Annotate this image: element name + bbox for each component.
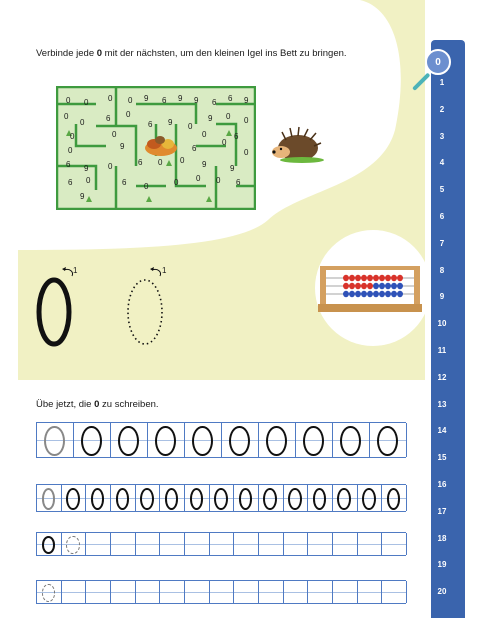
writing-cell-border [258,581,259,603]
writing-cell-border [283,485,284,511]
zero-tracing-oval [266,426,286,456]
writing-cell-border [406,533,407,555]
abacus-bead [385,291,391,297]
writing-cell-border [221,423,222,457]
writing-cell-border [233,533,234,555]
writing-cell-border [61,581,62,603]
sidebar-number: 12 [437,372,447,382]
sidebar-number: 17 [437,506,447,516]
abacus-bead [361,275,367,281]
writing-cell-border [110,485,111,511]
writing-cell-border [406,423,407,457]
maze-digit: 6 [236,178,241,187]
abacus-bead [355,291,361,297]
writing-row-large [36,422,406,458]
zero-tracing-oval [387,488,401,510]
abacus-bead [343,283,349,289]
writing-cell-border [406,485,407,511]
sidebar-number: 18 [437,533,447,543]
maze-digit: 0 [64,112,69,121]
writing-cell-border [406,581,407,603]
abacus-bead [397,283,403,289]
maze-digit: 9 [144,94,149,103]
writing-row-small [36,532,406,556]
sidebar-number: 1 [439,78,445,87]
writing-cell-border [381,533,382,555]
maze-digit: 9 [244,96,249,105]
zero-tracing-oval [288,488,302,510]
maze-digit: 6 [212,98,217,107]
abacus-bead [343,291,349,297]
writing-cell-border [332,485,333,511]
writing-cell-border [184,533,185,555]
writing-cell-border [147,423,148,457]
maze-digit: 0 [112,130,117,139]
maze-digit: 9 [178,94,183,103]
instruction-bold-digit: 0 [94,399,100,410]
writing-cell-border [209,485,210,511]
writing-cell-border [209,581,210,603]
writing-cell-border [332,581,333,603]
zero-tracing-oval [66,536,80,554]
abacus-bead [379,275,385,281]
writing-cell-border [85,581,86,603]
maze-digits [56,86,256,210]
maze-digit: 6 [234,132,239,141]
zero-tracing-oval [81,426,101,456]
zero-tracing-oval [313,488,327,510]
zero-tracing-oval [190,488,204,510]
writing-cell-border [184,485,185,511]
sidebar-active-number: 0 [425,49,451,75]
zero-tracing-oval [42,584,56,602]
abacus-bead [391,291,397,297]
dotted-zero-tracing [118,262,178,352]
maze-digit: 9 [120,142,125,151]
maze-digit: 9 [168,118,173,127]
abacus-bead [391,283,397,289]
number-sidebar [431,40,465,618]
zero-tracing-oval [337,488,351,510]
writing-cell-border [209,533,210,555]
writing-cell-border [110,533,111,555]
zero-tracing-oval [155,426,175,456]
zero-tracing-oval [42,488,56,510]
writing-cell-border [135,533,136,555]
writing-cell-border [307,485,308,511]
writing-cell-border [36,581,37,603]
maze-digit: 0 [188,122,193,131]
abacus-bead [379,283,385,289]
writing-cell-border [283,581,284,603]
zero-tracing-oval [66,488,80,510]
writing-row-small [36,580,406,604]
zero-tracing-oval [118,426,138,456]
sidebar-number: 10 [437,319,447,329]
sidebar-number: 9 [439,292,445,302]
zero-tracing-oval [303,426,323,456]
maze-digit: 0 [222,138,227,147]
sidebar-number: 2 [439,104,445,114]
sidebar-number: 6 [439,212,445,221]
maze-digit: 0 [144,182,149,191]
maze-digit: 0 [128,96,133,105]
writing-cell-border [283,533,284,555]
writing-cell-border [85,533,86,555]
sidebar-number: 19 [437,560,447,570]
zero-tracing-oval [165,488,179,510]
zero-tracing-oval [44,426,64,456]
maze-digit: 6 [122,178,127,187]
sidebar-number: 11 [437,346,447,355]
maze-digit: 6 [138,158,143,167]
stroke-number: 1 [162,266,167,275]
maze-digit: 0 [108,94,113,103]
abacus-bead [349,291,355,297]
writing-cell-border [110,581,111,603]
abacus-bead [373,275,379,281]
writing-instruction [36,399,159,410]
writing-cell-border [184,581,185,603]
writing-cell-border [369,423,370,457]
maze-digit: 0 [202,130,207,139]
maze-instruction [36,48,347,59]
instruction-bold-digit: 0 [96,48,103,59]
sidebar-number: 16 [437,480,447,489]
abacus-bead [355,275,361,281]
writing-row-medium [36,484,406,512]
abacus-bead [361,291,367,297]
maze-digit: 0 [126,110,131,119]
writing-cell-border [85,485,86,511]
maze-digit: 0 [226,112,231,121]
abacus-illustration [318,264,422,314]
writing-cell-border [61,485,62,511]
zero-tracing-oval [263,488,277,510]
abacus-bead [361,283,367,289]
sidebar-number: 20 [437,587,447,597]
zero-tracing-oval [214,488,228,510]
writing-cell-border [332,423,333,457]
writing-cell-border [233,581,234,603]
writing-cell-border [233,485,234,511]
writing-cell-border [36,533,37,555]
writing-cell-border [135,581,136,603]
maze-digit: 0 [174,178,179,187]
maze-digit: 0 [80,118,85,127]
writing-cell-border [36,423,37,457]
writing-cell-border [184,423,185,457]
writing-cell-border [159,581,160,603]
zero-tracing-oval [42,536,56,554]
maze-digit: 0 [180,156,185,165]
abacus-bead [355,283,361,289]
sidebar-number: 7 [439,238,445,248]
abacus-bead [397,291,403,297]
zero-tracing-oval [140,488,154,510]
abacus-bead [373,291,379,297]
maze-digit: 0 [70,132,75,141]
maze-digit: 6 [68,178,73,187]
maze-digit: 0 [84,98,89,107]
abacus-bead [379,291,385,297]
sidebar-number: 4 [439,158,445,168]
maze-digit: 6 [66,160,71,169]
stroke-number: 1 [73,266,78,275]
maze-digit: 0 [66,96,71,105]
instruction-text: Verbinde jede [36,48,97,59]
abacus-bead [385,283,391,289]
maze-digit: 6 [192,144,197,153]
sidebar-number: 8 [439,265,445,275]
writing-cell-border [381,485,382,511]
zero-tracing-oval [377,426,397,456]
zero-tracing-oval [362,488,376,510]
writing-cell-border [159,533,160,555]
writing-cell-border [357,581,358,603]
maze-digit: 0 [196,174,201,183]
maze-digit: 6 [106,114,111,123]
sidebar-number: 15 [437,453,447,463]
maze-digit: 9 [202,160,207,169]
abacus-bead [343,275,349,281]
zero-tracing-oval [116,488,130,510]
maze-digit: 9 [84,164,89,173]
hedgehog-illustration [268,124,324,164]
maze-digit: 0 [244,116,249,125]
abacus-bead [397,275,403,281]
writing-cell-border [357,533,358,555]
writing-cell-border [307,533,308,555]
maze-digit: 0 [86,176,91,185]
big-zero-example [30,262,90,352]
writing-cell-border [110,423,111,457]
writing-cell-border [159,485,160,511]
sidebar-number: 5 [439,185,445,195]
abacus-bead [367,283,373,289]
sidebar-number: 3 [439,131,445,141]
zero-tracing-oval [239,488,253,510]
writing-cell-border [381,581,382,603]
maze-digit: 9 [208,114,213,123]
writing-cell-border [135,485,136,511]
maze-digit: 6 [148,120,153,129]
zero-tracing-oval [340,426,360,456]
maze-digit: 0 [108,162,113,171]
writing-cell-border [295,423,296,457]
maze-digit: 9 [80,192,85,201]
instruction-text: zu schreiben. [99,399,159,410]
maze-digit: 0 [216,176,221,185]
maze-digit: 0 [158,158,163,167]
abacus-bead [391,275,397,281]
writing-cell-border [73,423,74,457]
writing-cell-border [332,533,333,555]
writing-cell-border [307,581,308,603]
maze-digit: 0 [68,146,73,155]
writing-cell-border [36,485,37,511]
writing-cell-border [258,485,259,511]
maze-digit: 6 [228,94,233,103]
abacus-bead [367,291,373,297]
abacus-bead [385,275,391,281]
abacus-bead [349,275,355,281]
instruction-text: mit der nächsten, um den kleinen Igel ins Bett zu bringen. [102,48,347,59]
sidebar-number: 14 [437,426,447,436]
abacus-bead [349,283,355,289]
writing-cell-border [258,423,259,457]
instruction-text: Übe jetzt, die [36,399,95,410]
maze-digit: 6 [162,96,167,105]
zero-tracing-oval [192,426,212,456]
abacus-bead [367,275,373,281]
zero-tracing-oval [229,426,249,456]
maze-digit: 9 [194,96,199,105]
maze-digit: 9 [230,164,235,173]
maze-digit: 0 [244,148,249,157]
abacus-bead [373,283,379,289]
zero-tracing-oval [91,488,105,510]
writing-cell-border [357,485,358,511]
writing-cell-border [258,533,259,555]
writing-cell-border [61,533,62,555]
sidebar-number: 13 [437,399,447,409]
